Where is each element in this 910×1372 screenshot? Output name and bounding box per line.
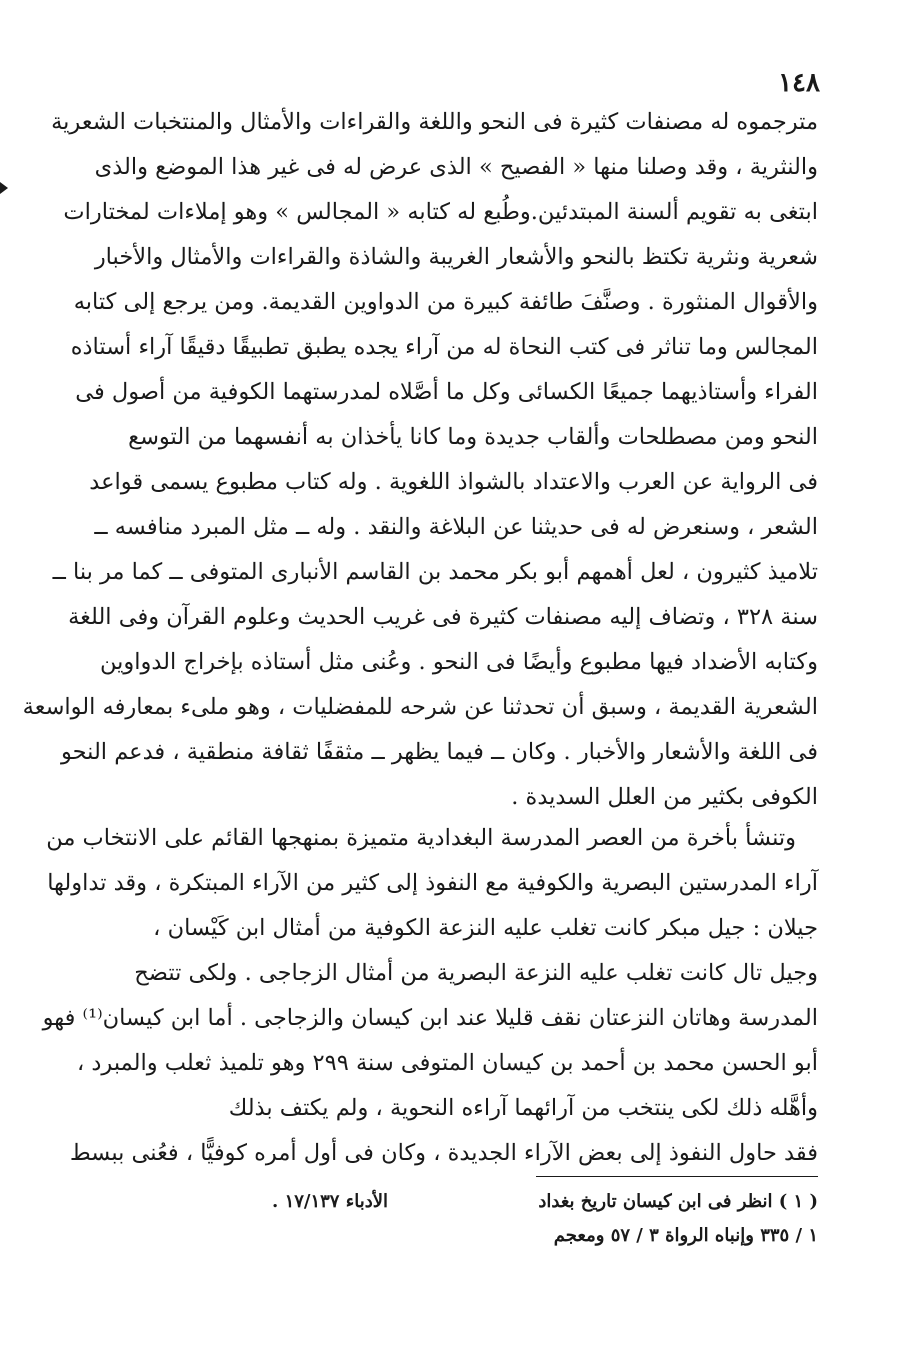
margin-arrow-mark	[0, 182, 8, 194]
text-line: الفراء وأستاذيهما جميعًا الكسائى وكل ما أصَّلاه لمدرستهما الكوفية من أصول فى	[75, 379, 818, 405]
text-line: المدرسة وهاتان النزعتان نقف قليلا عند ابن كيسان والزجاجى . أما ابن كيسان⁽¹⁾ فهو	[42, 1005, 818, 1031]
text-line: فى الرواية عن العرب والاعتداد بالشواذ اللغوية . وله كتاب مطبوع يسمى قواعد	[89, 469, 818, 495]
footnote-line	[90, 1219, 818, 1253]
text-line: الشعر ، وسنعرض له فى حديثنا عن البلاغة والنقد . وله ــ مثل المبرد منافسه ــ	[94, 514, 818, 540]
text-line: فقد حاول النفوذ إلى بعض الآراء الجديدة ، وكان فى أول أمره كوفيًّا ، فعُنى ببسط	[69, 1140, 818, 1166]
text-line: النحو ومن مصطلحات وألقاب جديدة وما كانا يأخذان به أنفسهما من التوسع	[128, 424, 818, 450]
text-line: والأقوال المنثورة . وصنَّفَ طائفة كبيرة من الدواوين القديمة. ومن يرجع إلى كتابه	[73, 289, 818, 315]
text-line: وكتابه الأضداد فيها مطبوع وأيضًا فى النحو . وعُنى مثل أستاذه بإخراج الدواوين	[100, 649, 818, 675]
footnote	[90, 1185, 818, 1253]
paragraph-1	[22, 100, 818, 820]
text-line: شعرية ونثرية تكتظ بالنحو والأشعار الغريبة والشاذة والقراءات والأمثال والأخبار	[94, 244, 818, 270]
paragraph-2	[42, 816, 818, 1176]
text-line: ابتغى به تقويم ألسنة المبتدئين.وطُبع له كتابه « المجالس » وهو إملاءات لمختارات	[63, 199, 818, 225]
page-number: ١٤٨	[778, 68, 820, 98]
text-line: وأهَّله ذلك لكى ينتخب من آرائهما آراءه النحوية ، ولم يكتف بذلك	[228, 1095, 818, 1121]
text-line: فى اللغة والأشعار والأخبار . وكان ــ فيما يظهر ــ مثقفًا ثقافة منطقية ، فدعم النحو	[61, 739, 818, 765]
text-line: والنثرية ، وقد وصلنا منها « الفصيح » الذى عرض له فى غير هذا الموضع والذى	[94, 154, 818, 180]
text-line: الكوفى بكثير من العلل السديدة .	[511, 784, 818, 810]
text-line: وتنشأ بأخرة من العصر المدرسة البغدادية متميزة بمنهجها القائم على الانتخاب من	[46, 825, 796, 851]
text-line: آراء المدرستين البصرية والكوفية مع النفوذ إلى كثير من الآراء المبتكرة ، وقد تداولها	[47, 870, 818, 896]
footnote-line	[90, 1185, 818, 1219]
text-line: أبو الحسن محمد بن أحمد بن كيسان المتوفى سنة ٢٩٩ وهو تلميذ ثعلب والمبرد ،	[76, 1050, 818, 1076]
text-line: الشعرية القديمة ، وسبق أن تحدثنا عن شرحه للمفضليات ، وهو ملىء بمعارفه الواسعة	[22, 694, 818, 720]
text-line: سنة ٣٢٨ ، وتضاف إليه مصنفات كثيرة فى غريب الحديث وعلوم القرآن وفى اللغة	[68, 604, 818, 630]
text-line: وجيل تال كانت تغلب عليه النزعة البصرية من أمثال الزجاجى . ولكى تتضح	[134, 960, 818, 986]
text-line: جيلان : جيل مبكر كانت تغلب عليه النزعة الكوفية من أمثال ابن كَيْسان ،	[153, 915, 818, 941]
text-line: مترجموه له مصنفات كثيرة فى النحو واللغة والقراءات والأمثال والمنتخبات الشعرية	[51, 109, 818, 135]
text-line: المجالس وما تناثر فى كتب النحاة له من آراء يجده يطبق تطبيقًا دقيقًا آراء أستاذه	[70, 334, 818, 360]
footnote-reference: ١ / ٣٣٥ وإنباه الرواة ٣ / ٥٧ ومعجم	[553, 1225, 818, 1246]
footnote-reference: ( ١ ) انظر فى ابن كيسان تاريخ بغداد	[538, 1191, 818, 1212]
text-line: تلاميذ كثيرون ، لعل أهمهم أبو بكر محمد بن القاسم الأنبارى المتوفى ــ كما مر بنا ــ	[52, 559, 818, 585]
footnote-divider	[536, 1176, 818, 1177]
footnote-reference-continued: الأدباء ١٧/١٣٧ .	[272, 1191, 388, 1212]
